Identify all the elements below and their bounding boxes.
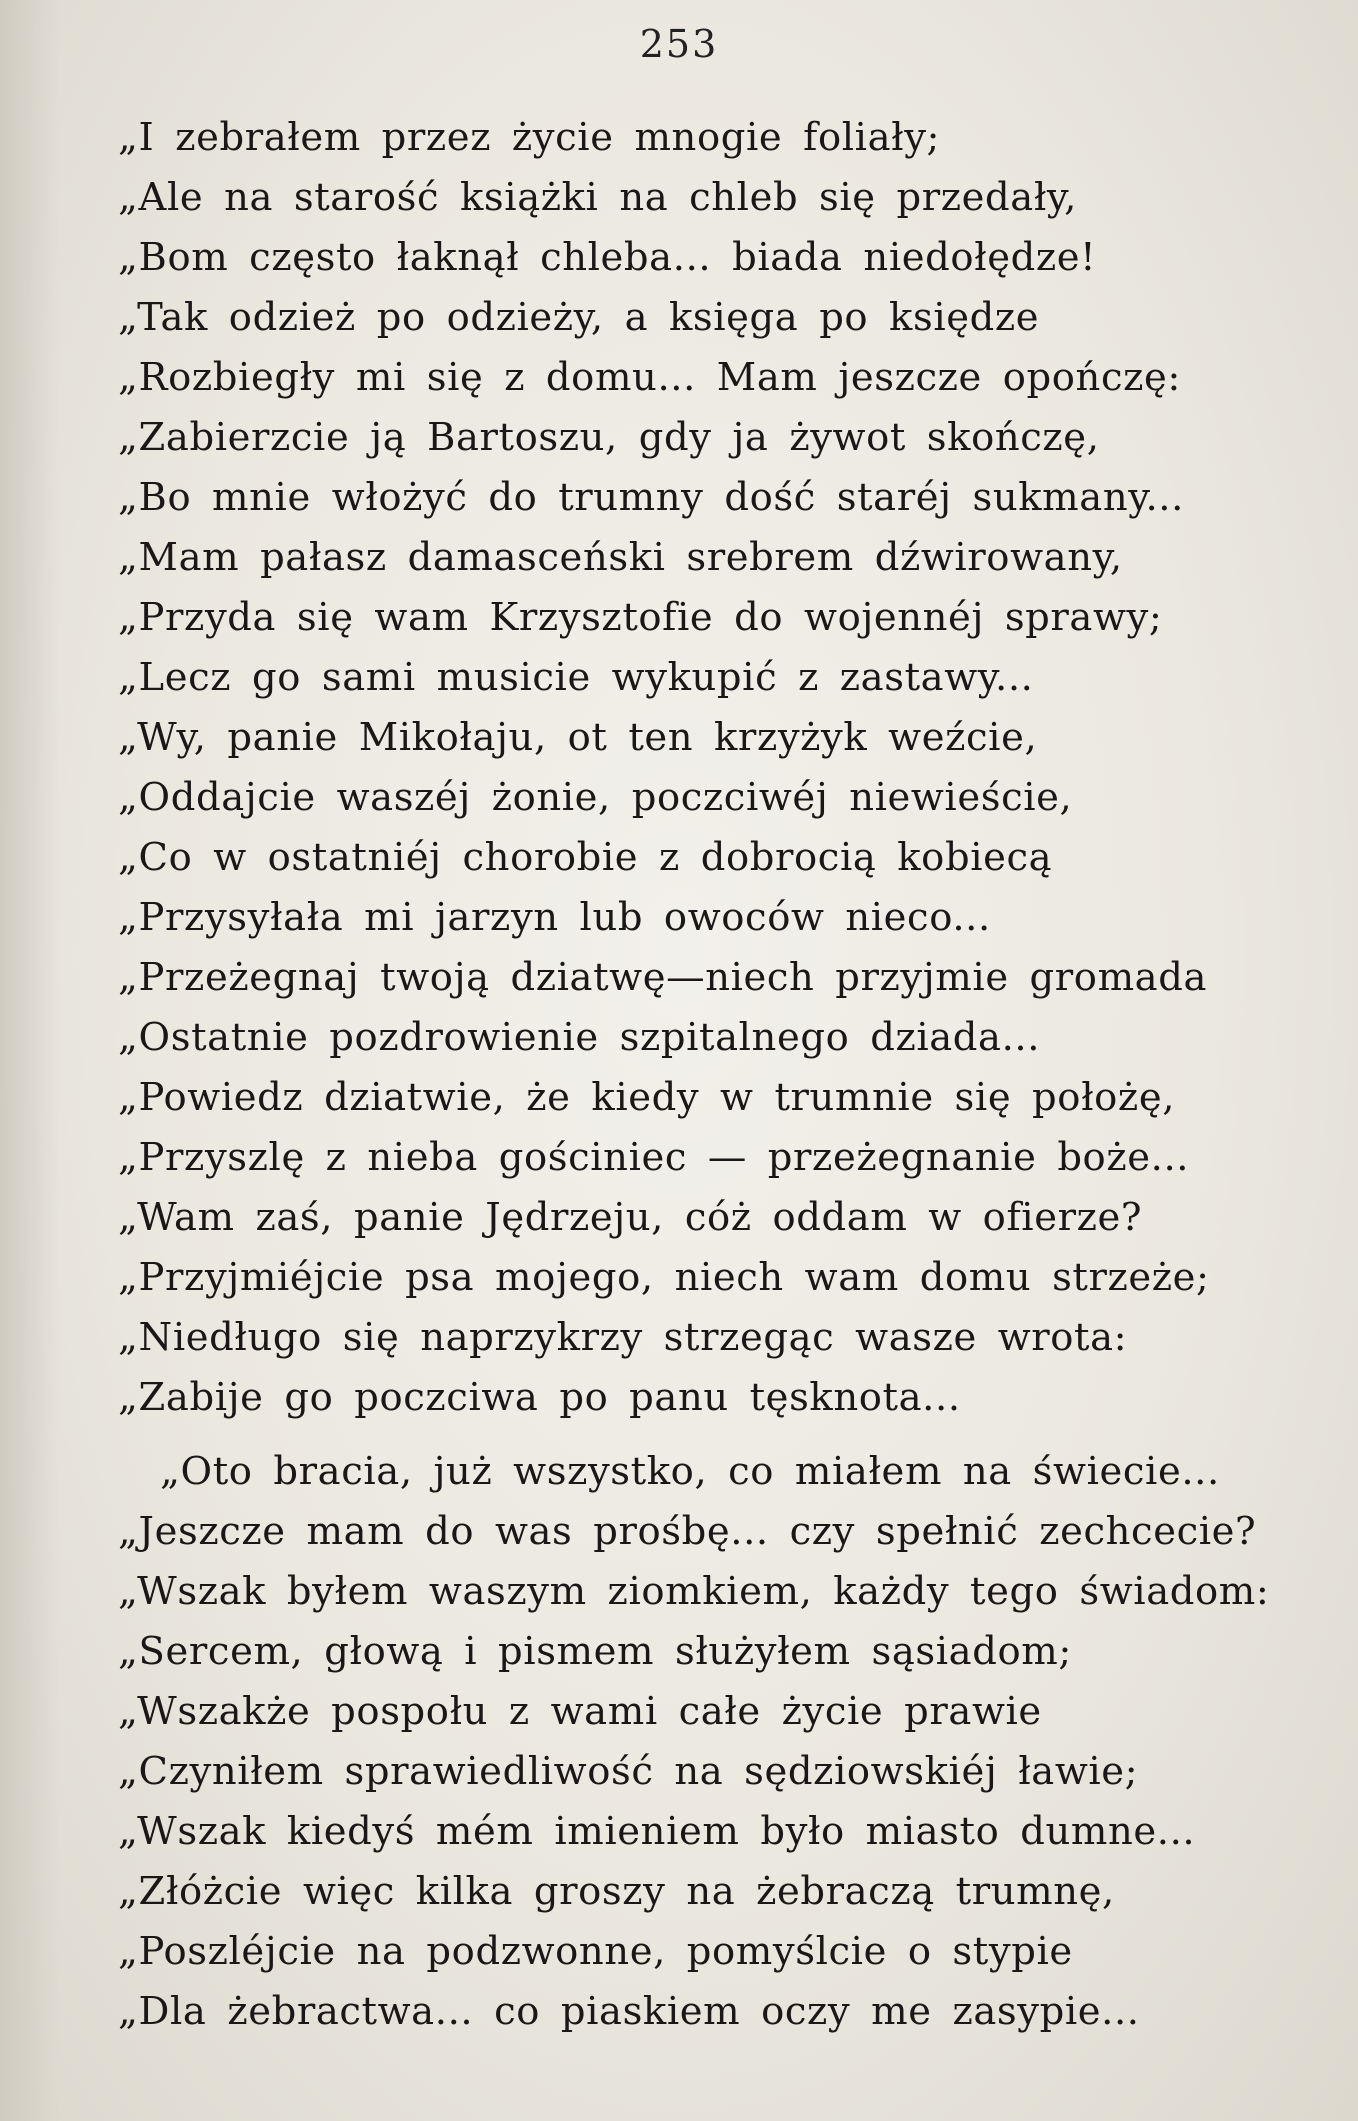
poem-line: „Poszléjcie na podzwonne, pomyślcie o stypie — [118, 1929, 1073, 1974]
poem-line: „Jeszcze mam do was prośbę... czy spełnić zechcecie? — [118, 1509, 1257, 1554]
poem-line: „Przyda się wam Krzysztofie do wojennéj sprawy; — [118, 595, 1163, 640]
poem-line: „Złóżcie więc kilka groszy na żebraczą trumnę, — [118, 1869, 1115, 1914]
page-binding-shadow — [0, 0, 60, 2121]
poem-line: „Przeżegnaj twoją dziatwę—niech przyjmie gromada — [118, 955, 1208, 1000]
poem-text — [118, 108, 1278, 2042]
poem-line: „Czyniłem sprawiedliwość na sędziowskiéj ławie; — [118, 1749, 1139, 1794]
page-number: 253 — [639, 22, 719, 66]
poem-line: „Sercem, głową i pismem służyłem sąsiadom; — [118, 1629, 1072, 1674]
poem-line: „Wszak kiedyś mém imieniem było miasto dumne... — [118, 1809, 1196, 1854]
poem-line: „Przyjmiéjcie psa mojego, niech wam domu strzeże; — [118, 1255, 1210, 1300]
poem-line: „Wszak byłem waszym ziomkiem, każdy tego świadom: — [118, 1569, 1270, 1614]
poem-line: „Zabierzcie ją Bartoszu, gdy ja żywot skończę, — [118, 415, 1100, 460]
poem-line: „Wszakże pospołu z wami całe życie prawie — [118, 1689, 1042, 1734]
poem-line: „Zabije go poczciwa po panu tęsknota... — [118, 1375, 961, 1420]
poem-line: „Tak odzież po odzieży, a księga po księdze — [118, 295, 1040, 340]
poem-line: „I zebrałem przez życie mnogie foliały; — [118, 115, 941, 160]
poem-line: „Przyszlę z nieba gościniec — przeżegnanie boże... — [118, 1135, 1190, 1180]
poem-line: „Oto bracia, już wszystko, co miałem na świecie... — [160, 1449, 1220, 1494]
poem-line: „Lecz go sami musicie wykupić z zastawy... — [118, 655, 1034, 700]
poem-line: „Wam zaś, panie Jędrzeju, cóż oddam w ofierze? — [118, 1195, 1143, 1240]
poem-line: „Bom często łaknął chleba... biada niedołędze! — [118, 235, 1097, 280]
poem-line: „Co w ostatniéj chorobie z dobrocią kobiecą — [118, 835, 1053, 880]
poem-line: „Powiedz dziatwie, że kiedy w trumnie się położę, — [118, 1075, 1176, 1120]
poem-line: „Dla żebractwa... co piaskiem oczy me zasypie... — [118, 1989, 1140, 2034]
poem-line: „Ale na starość książki na chleb się przedały, — [118, 175, 1078, 220]
poem-line: „Przysyłała mi jarzyn lub owoców nieco... — [118, 895, 991, 940]
poem-line: „Wy, panie Mikołaju, ot ten krzyżyk weźcie, — [118, 715, 1038, 760]
poem-line: „Ostatnie pozdrowienie szpitalnego dziada... — [118, 1015, 1041, 1060]
poem-line: „Bo mnie włożyć do trumny dość staréj sukmany... — [118, 475, 1184, 520]
poem-line: „Mam pałasz damasceński srebrem dźwirowany, — [118, 535, 1123, 580]
poem-line: „Rozbiegły mi się z domu... Mam jeszcze opończę: — [118, 355, 1181, 400]
poem-line: „Oddajcie waszéj żonie, poczciwéj niewieście, — [118, 775, 1073, 820]
poem-line: „Niedługo się naprzykrzy strzegąc wasze wrota: — [118, 1315, 1128, 1360]
